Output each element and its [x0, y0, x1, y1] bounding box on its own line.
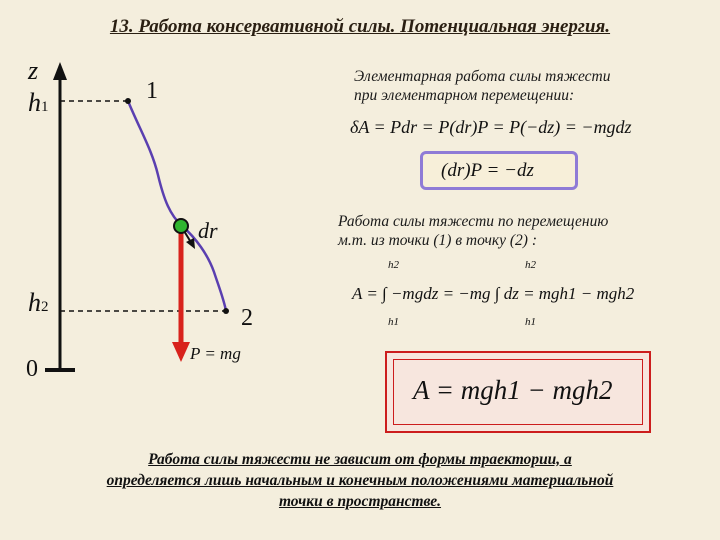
slide-title: 13. Работа консервативной силы. Потенциальная энергия. [109, 16, 611, 37]
dr-label: dr [198, 218, 218, 243]
integral-formula: A = ∫ −mgdz = −mg ∫ dz = mgh1 − mgh2 [352, 284, 635, 303]
dr-projection-formula: (dr)P = −dz [441, 160, 534, 181]
note-line: м.т. из точки (1) в точку (2) : [338, 232, 537, 249]
note-line: при элементарном перемещении: [354, 87, 575, 104]
result-box [385, 351, 651, 433]
note-line: Работа силы тяжести по перемещению [338, 213, 609, 230]
integral-lower-limit-1: h1 [388, 316, 399, 328]
note-line: Элементарная работа силы тяжести [354, 68, 611, 85]
result-formula: A = mgh1 − mgh2 [413, 375, 613, 405]
conclusion-line: определяется лишь начальным и конечным положениями материальной [106, 472, 614, 489]
z-axis-label: z [28, 56, 39, 85]
zero-label: 0 [26, 356, 38, 382]
h1-label: h1 [28, 88, 49, 117]
integral-lower-limit-2: h1 [525, 316, 536, 328]
conclusion-text [20, 449, 700, 512]
point-2-label: 2 [241, 305, 253, 331]
point-1-label: 1 [146, 78, 158, 104]
h2-label: h2 [28, 288, 49, 317]
integral-upper-limit-1: h2 [388, 259, 399, 271]
conclusion-line: Работа силы тяжести не зависит от формы траектории, а [148, 451, 572, 468]
integral-upper-limit-2: h2 [525, 259, 536, 271]
z-axis-arrowhead [53, 62, 67, 80]
dr-projection-box [420, 151, 578, 190]
point-marker [174, 219, 188, 233]
elementary-work-note [354, 67, 610, 105]
point-2 [223, 308, 229, 314]
force-arrow-head [172, 342, 190, 362]
work-note [338, 212, 608, 250]
conclusion-line: точки в пространстве. [278, 493, 442, 510]
force-label: P = mg [190, 344, 241, 363]
trajectory-curve [128, 101, 226, 311]
delta-a-formula: δA = Pdr = P(dr)P = P(−dz) = −mgdz [350, 117, 632, 137]
point-1 [125, 98, 131, 104]
